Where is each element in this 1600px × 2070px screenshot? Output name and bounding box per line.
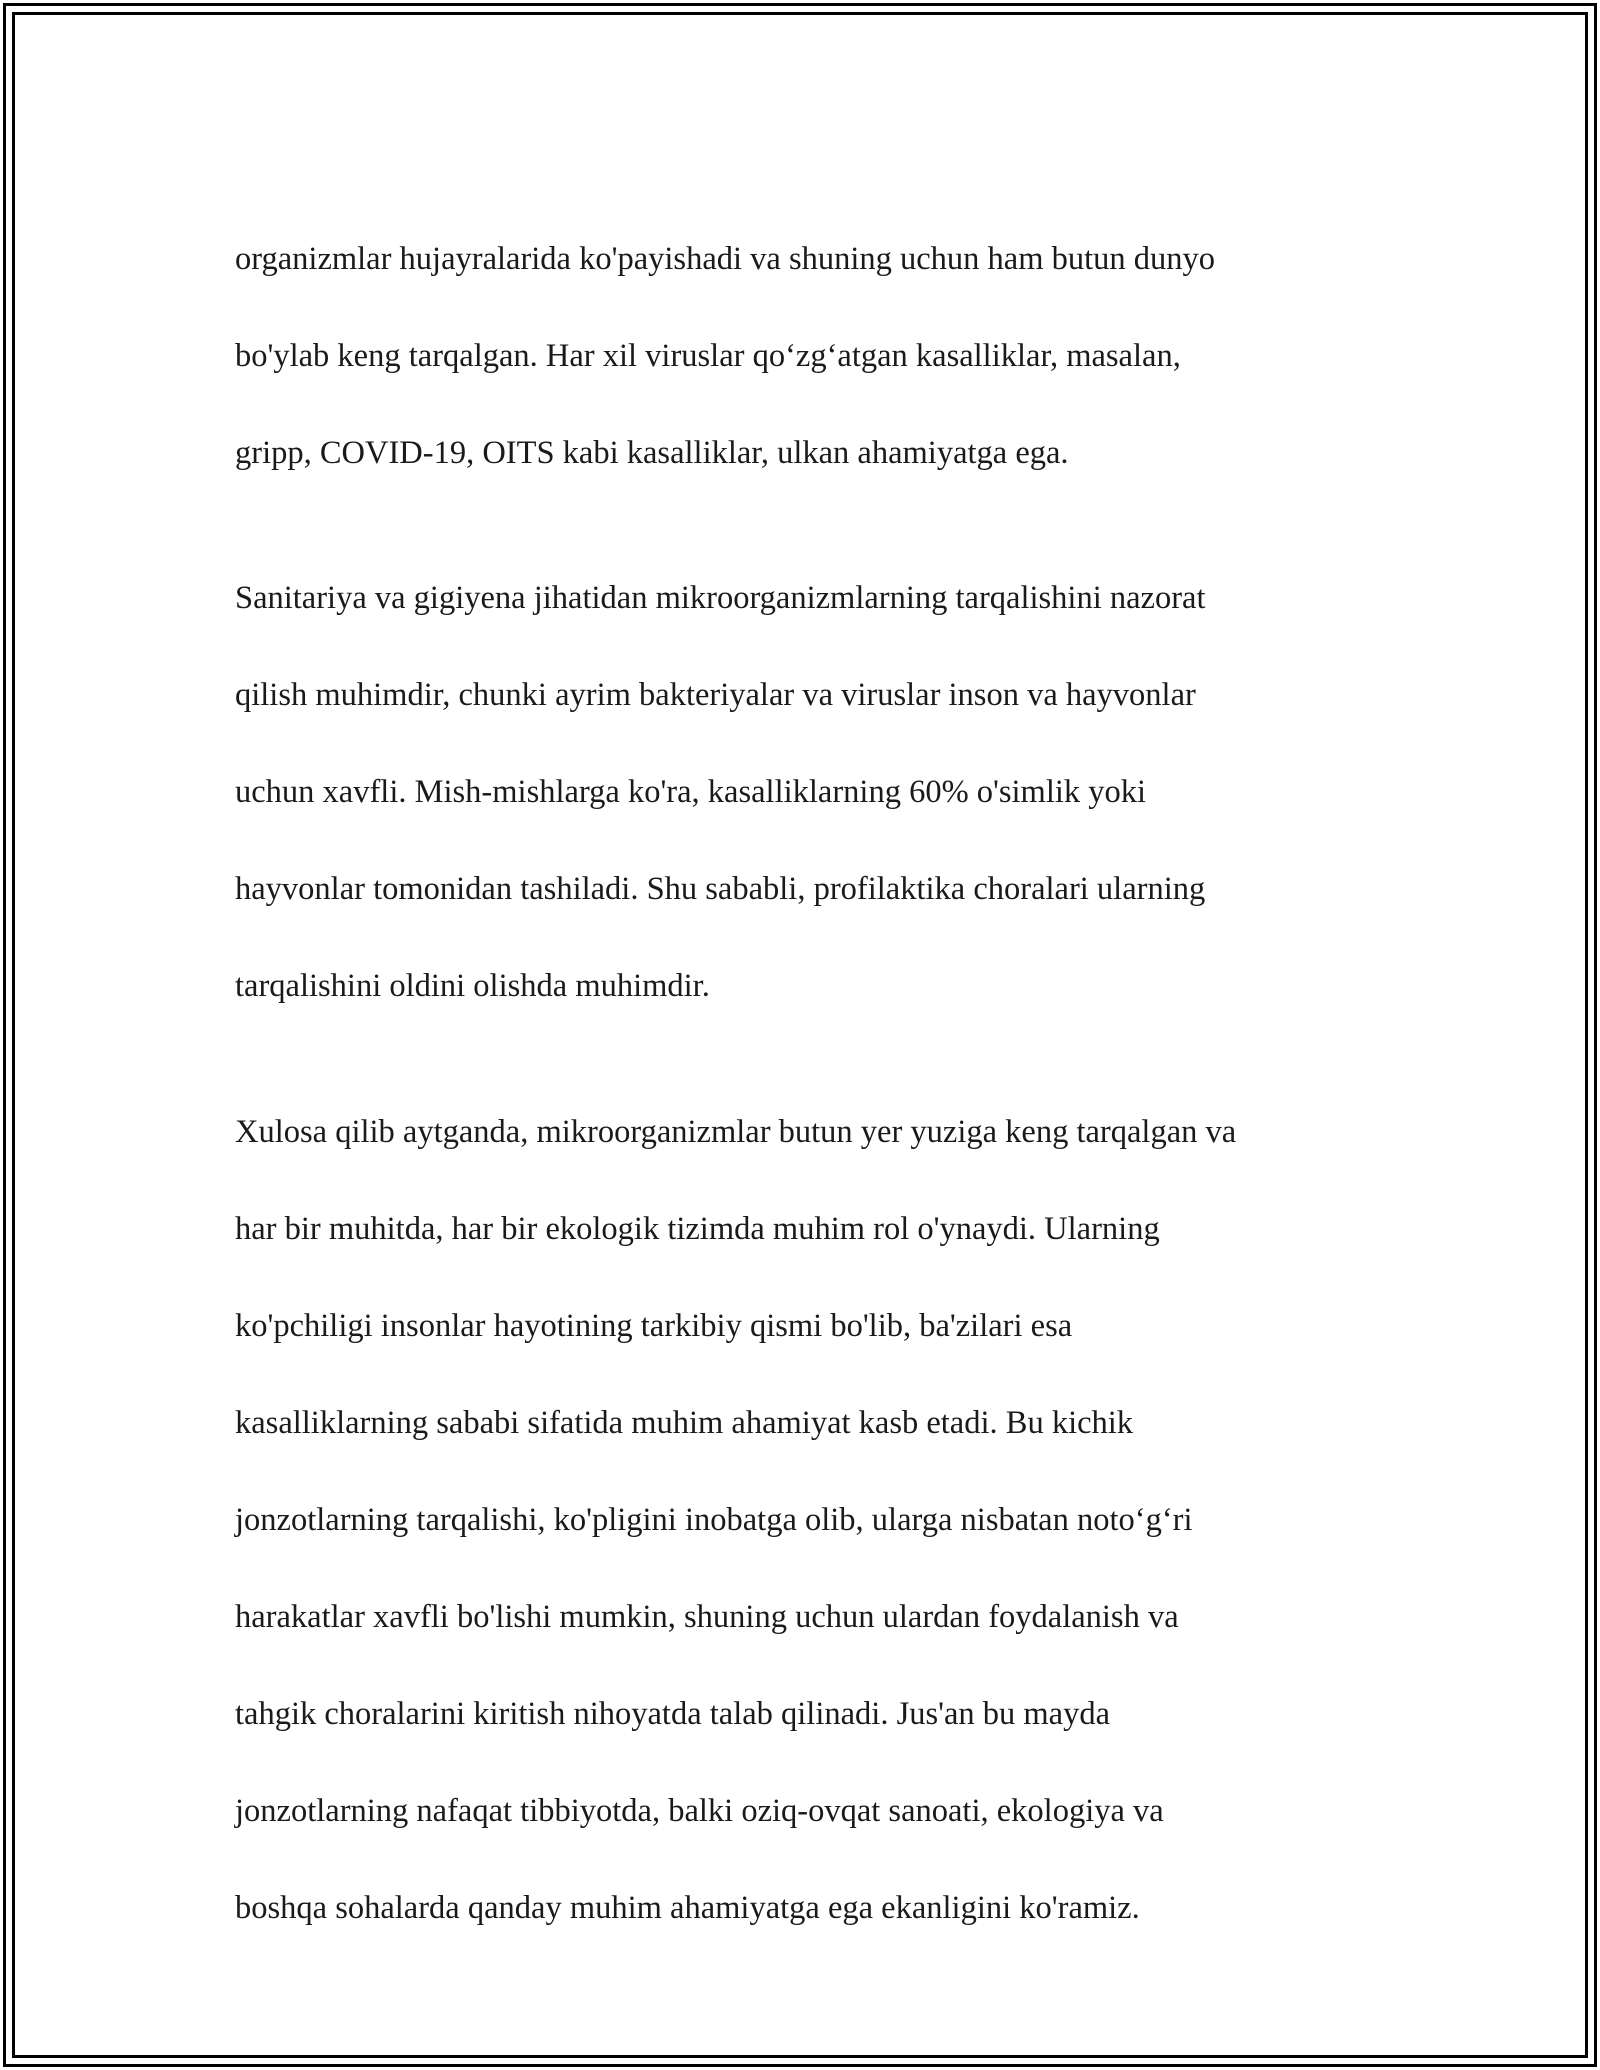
text-line: boshqa sohalarda qanday muhim ahamiyatga ega ekanligini ko'ramiz. — [235, 1889, 1140, 1926]
text-line: gripp, COVID-19, OITS kabi kasalliklar, ulkan ahamiyatga ega. — [235, 434, 1069, 471]
text-line: organizmlar hujayralarida ko'payishadi va shuning uchun ham butun dunyo — [235, 240, 1216, 277]
paragraph — [235, 186, 1395, 477]
text-line: tarqalishini oldini olishda muhimdir. — [235, 968, 710, 1004]
paragraph — [235, 1059, 1395, 1932]
text-line: har bir muhitda, har bir ekologik tizimda muhim rol o'ynaydi. Ularning — [235, 1210, 1160, 1247]
text-line: harakatlar xavfli bo'lishi mumkin, shuning uchun ulardan foydalanish va — [235, 1598, 1179, 1635]
paragraph — [235, 526, 1395, 1011]
text-line: qilish muhimdir, chunki ayrim bakteriyalar va viruslar inson va hayvonlar — [235, 677, 1196, 713]
text-line: tahgik choralarini kiritish nihoyatda talab qilinadi. Jus'an bu mayda — [235, 1695, 1111, 1732]
document-body — [235, 186, 1395, 1981]
text-line: kasalliklarning sababi sifatida muhim ahamiyat kasb etadi. Bu kichik — [235, 1404, 1134, 1441]
text-line: Xulosa qilib aytganda, mikroorganizmlar butun yer yuziga keng tarqalgan va — [235, 1113, 1237, 1150]
text-line: ko'pchiligi insonlar hayotining tarkibiy qismi bo'lib, ba'zilari esa — [235, 1307, 1073, 1344]
text-line: bo'ylab keng tarqalgan. Har xil viruslar qo‘zg‘atgan kasalliklar, masalan, — [235, 337, 1181, 374]
text-line: jonzotlarning nafaqat tibbiyotda, balki oziq-ovqat sanoati, ekologiya va — [235, 1792, 1164, 1829]
text-line: hayvonlar tomonidan tashiladi. Shu sababli, profilaktika choralari ularning — [235, 871, 1206, 907]
text-line: uchun xavfli. Mish-mishlarga ko'ra, kasalliklarning 60% o'simlik yoki — [235, 774, 1147, 810]
text-line: Sanitariya va gigiyena jihatidan mikroorganizmlarning tarqalishini nazorat — [235, 580, 1206, 616]
text-line: jonzotlarning tarqalishi, ko'pligini inobatga olib, ularga nisbatan noto‘g‘ri — [235, 1501, 1193, 1538]
